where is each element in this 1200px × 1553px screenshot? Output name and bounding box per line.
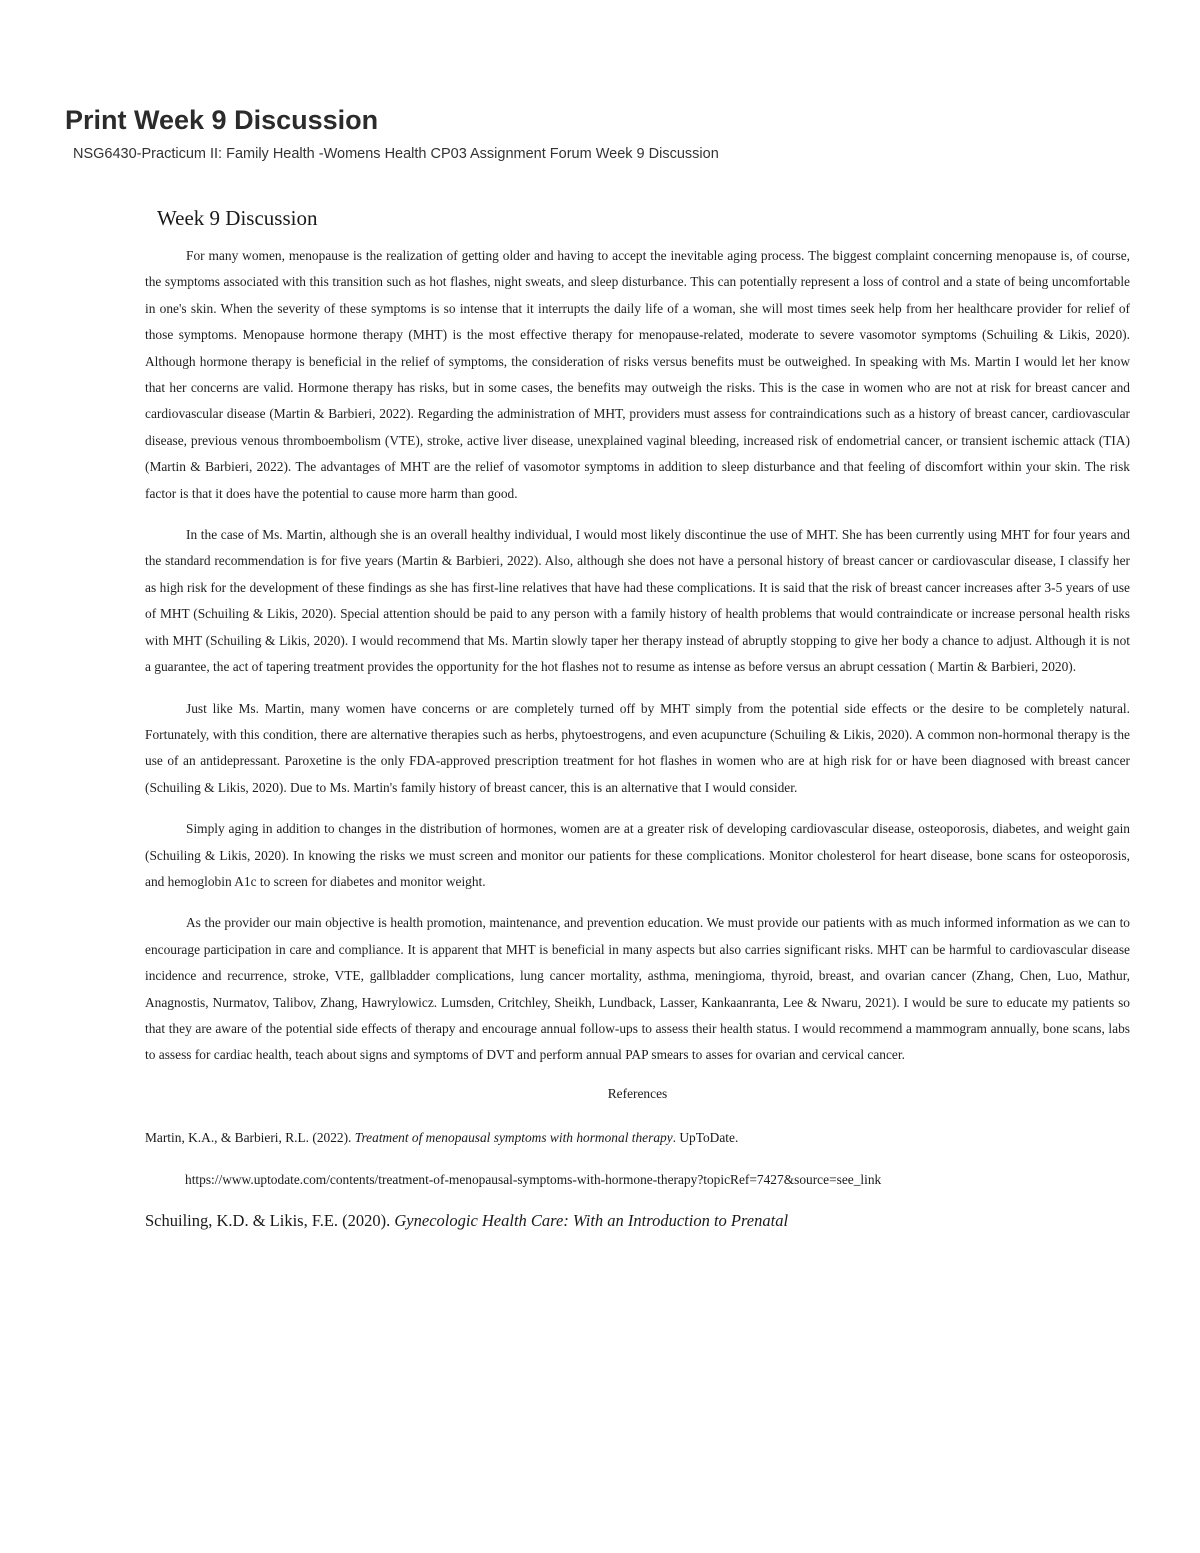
reference-2-authors: Schuiling, K.D. & Likis, F.E. (2020). (145, 1210, 395, 1230)
paragraph-1: For many women, menopause is the realization of getting older and having to accept the inevitable aging process. The biggest complaint concerning menopause is, of course, the symptoms associated with this transition such as hot flashes, night sweats, and sleep disturbance. This can potentially represent a loss of control and a state of being uncomfortable in one's skin. When the severity of these symptoms is so intense that it interrupts the daily life of a woman, she will most times seek help from her healthcare provider for relief of those symptoms. Menopause hormone therapy (MHT) is the most effective therapy for menopause-related, moderate to severe vasomotor symptoms (Schuiling & Likis, 2020). Although hormone therapy is beneficial in the relief of symptoms, the consideration of risks versus benefits must be outweighed. In speaking with Ms. Martin I would let her know that her concerns are valid. Hormone therapy has risks, but in some cases, the benefits may outweigh the risks. This is the case in women who are not at risk for breast cancer and cardiovascular disease (Martin & Barbieri, 2022). Regarding the administration of MHT, providers must assess for contraindications such as a history of breast cancer, cardiovascular disease, previous venous thromboembolism (VTE), stroke, active liver disease, unexplained vaginal bleeding, increased risk of endometrial cancer, or transient ischemic attack (TIA) (Martin & Barbieri, 2022). The advantages of MHT are the relief of vasomotor symptoms in addition to sleep disturbance and that feeling of discomfort within your skin. The risk factor is that it does have the potential to cause more harm than good. (145, 248, 1130, 501)
page-header (65, 102, 1145, 164)
page-title: Print Week 9 Discussion (65, 105, 379, 135)
discussion-post (145, 203, 1130, 1233)
paragraph-3: Just like Ms. Martin, many women have concerns or are completely turned off by MHT simply from the potential side effects or the desire to be completely natural. Fortunately, with this condition, there are alternative therapies such as herbs, phytoestrogens, and even acupuncture (Schuiling & Likis, 2020). A common non-hormonal therapy is the use of an antidepressant. Paroxetine is the only FDA-approved prescription treatment for hot flashes in women who are at high risk for or have been diagnosed with breast cancer (Schuiling & Likis, 2020). Due to Ms. Martin's family history of breast cancer, this is an alternative that I would consider. (145, 700, 1130, 795)
references-heading: References (607, 1085, 668, 1101)
reference-1-url[interactable]: https://www.uptodate.com/contents/treatment-of-menopausal-symptoms-with-hormone-therapy?topicRef=7427&source=see_link (185, 1171, 882, 1187)
reference-1-title: Treatment of menopausal symptoms with hormonal therapy (354, 1129, 673, 1145)
discussion-heading: Week 9 Discussion (157, 206, 318, 230)
reference-1-source: . UpToDate. (672, 1129, 739, 1145)
paragraph-4: Simply aging in addition to changes in the distribution of hormones, women are at a greater risk of developing cardiovascular disease, osteoporosis, diabetes, and weight gain (Schuiling & Likis, 2020). In knowing the risks we must screen and monitor our patients for these complications. Monitor cholesterol for heart disease, bone scans for osteoporosis, and hemoglobin A1c to screen for diabetes and monitor weight. (145, 821, 1130, 889)
reference-1-authors: Martin, K.A., & Barbieri, R.L. (2022). (145, 1129, 355, 1145)
breadcrumb: NSG6430-Practicum II: Family Health -Womens Health CP03 Assignment Forum Week 9 Discussion (73, 146, 719, 162)
paragraph-5: As the provider our main objective is health promotion, maintenance, and prevention education. We must provide our patients with as much informed information as we can to encourage participation in care and compliance. It is apparent that MHT is beneficial in many aspects but also carries significant risks. MHT can be harmful to cardiovascular disease incidence and recurrence, stroke, VTE, gallbladder complications, lung cancer mortality, asthma, meningioma, thyroid, breast, and ovarian cancer (Zhang, Chen, Luo, Mathur, Anagnostis, Nurmatov, Talibov, Zhang, Hawrylowicz. Lumsden, Critchley, Sheikh, Lundback, Lasser, Kankaanranta, Lee & Nwaru, 2021). I would be sure to educate my patients so that they are aware of the potential side effects of therapy and encourage annual follow-ups to assess their health status. I would recommend a mammogram annually, bone scans, labs to assess for cardiac health, teach about signs and symptoms of DVT and perform annual PAP smears to asses for ovarian and cervical cancer. (145, 915, 1130, 1063)
reference-1 (145, 1127, 1130, 1149)
reference-2 (145, 1209, 1130, 1233)
reference-2-title: Gynecologic Health Care: With an Introduction to Prenatal (394, 1210, 789, 1230)
paragraph-2: In the case of Ms. Martin, although she is an overall healthy individual, I would most likely discontinue the use of MHT. She has been currently using MHT for four years and the standard recommendation is for five years (Martin & Barbieri, 2022). Also, although she does not have a personal history of breast cancer or cardiovascular disease, I classify her as high risk for the development of these findings as she has first-line relatives that have had these complications. It is said that the risk of breast cancer increases after 3-5 years of use of MHT (Schuiling & Likis, 2020). Special attention should be paid to any person with a family history of health problems that would contraindicate or increase personal health risks with MHT (Schuiling & Likis, 2020). I would recommend that Ms. Martin slowly taper her therapy instead of abruptly stopping to give her body a chance to adjust. Although it is not a guarantee, the act of tapering treatment provides the opportunity for the hot flashes not to resume as intense as before versus an abrupt cessation ( Martin & Barbieri, 2020). (145, 527, 1130, 675)
